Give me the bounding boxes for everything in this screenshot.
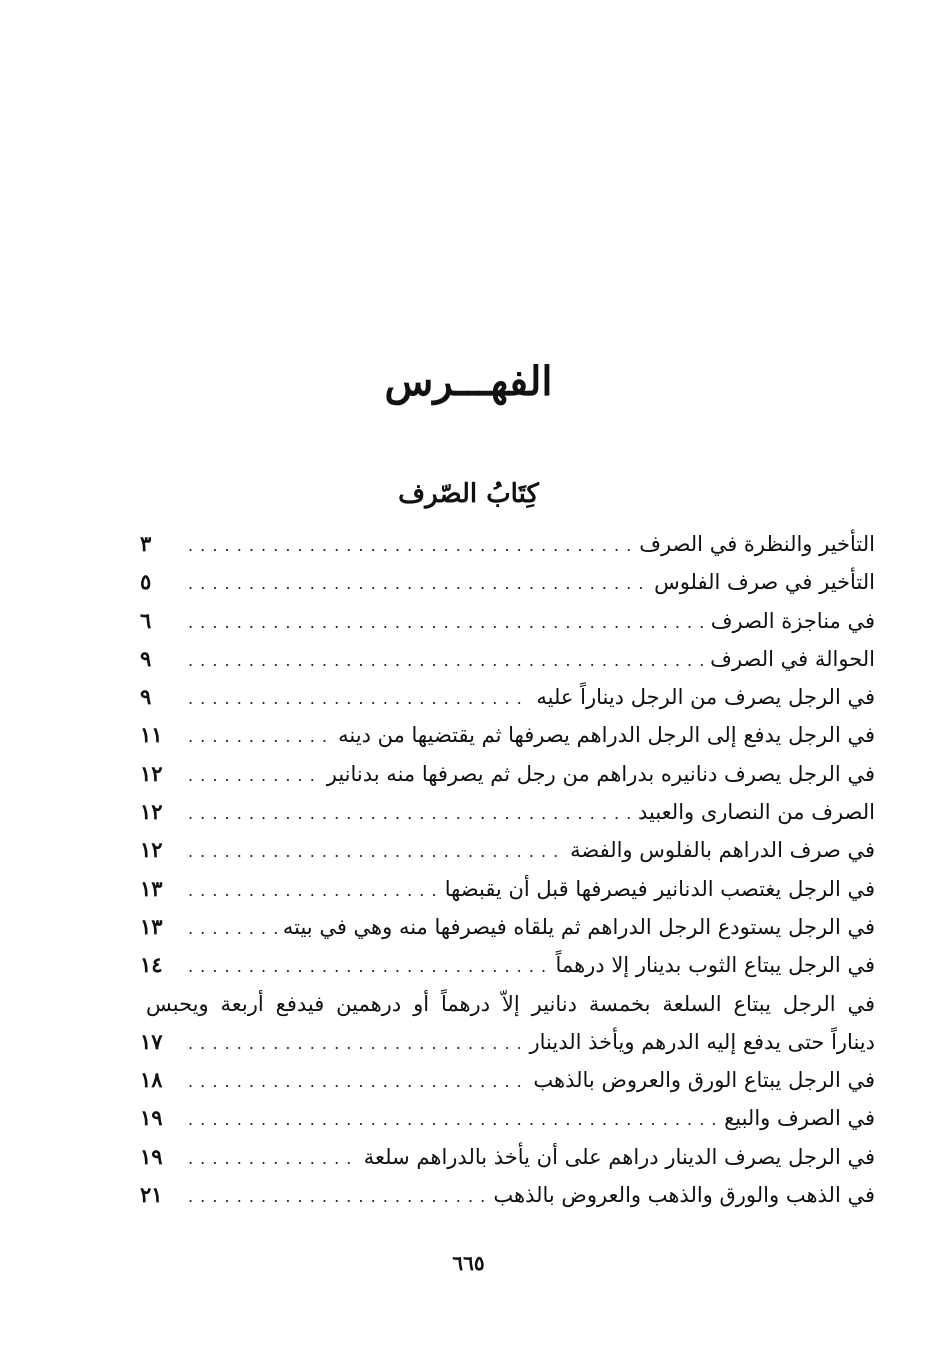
toc-entry-page: ١٩: [140, 1105, 163, 1131]
dot-leader: [188, 1178, 487, 1216]
toc-entry-title: في مناجزة الصرف: [710, 608, 875, 633]
toc-entry-title: في الرجل يصرف من الرجل ديناراً عليه: [536, 685, 875, 710]
toc-entry-page: ١٢: [140, 799, 163, 825]
toc-entry: [140, 678, 875, 716]
toc-entry-title: الصرف من النصارى والعبيد: [637, 800, 875, 825]
toc-entry-title: التأخير والنظرة في الصرف: [639, 532, 875, 556]
toc-entry-page: ١٢: [140, 760, 163, 786]
dot-leader: [188, 527, 633, 565]
toc-entry-page: ٩: [140, 645, 152, 671]
toc-entry: [140, 946, 875, 984]
toc-entry-page: ١٤: [140, 952, 163, 978]
toc-entry: [140, 716, 875, 754]
toc-entry: [140, 1176, 875, 1214]
dot-leader: [188, 604, 705, 642]
toc-entry-title: في الرجل يبتاع الثوب بدينار إلا درهماً: [555, 953, 875, 978]
dot-leader: [188, 1101, 718, 1139]
toc-entry-page: ٩: [140, 684, 152, 710]
toc-entry: [140, 1138, 875, 1176]
toc-entry-page: ١٩: [140, 1143, 163, 1169]
toc-entry-page: ١٧: [140, 1028, 163, 1054]
toc-entry-page: ١٣: [140, 913, 163, 939]
page-number: ٦٦٥: [452, 1251, 485, 1275]
toc-entry-title: في الرجل يغتصب الدنانير فيصرفها قبل أن يقبضها: [444, 876, 875, 901]
section-title: كِتَابُ الصّرف: [398, 479, 539, 509]
toc-entry: [140, 1061, 875, 1099]
toc-entry: [140, 755, 875, 793]
toc-entry-multiline-start: [140, 985, 875, 1023]
toc-entry-title: في صرف الدراهم بالفلوس والفضة: [570, 838, 875, 863]
dot-leader: [188, 872, 439, 910]
toc-entry-title: في الذهب والورق والذهب والعروض بالذهب: [493, 1183, 875, 1208]
toc-entry: [140, 525, 875, 563]
dot-leader: [188, 1063, 527, 1101]
toc-entry-page: ٢١: [140, 1182, 163, 1208]
toc-entry-page: ١٢: [140, 837, 163, 863]
dot-leader: [188, 565, 648, 603]
toc-entry-page: ١٣: [140, 875, 163, 901]
toc-entry-title: في الرجل يصرف دنانيره بدراهم من رجل ثم يصرفها منه بدنانير: [326, 761, 875, 786]
toc-entry: [140, 602, 875, 640]
toc-entry: [140, 640, 875, 678]
dot-leader: [188, 910, 277, 948]
toc-entry-title: في الصرف والبيع: [724, 1106, 875, 1131]
toc-entry: [140, 793, 875, 831]
dot-leader: [188, 680, 530, 718]
toc-entry-title: في الرجل يدفع إلى الرجل الدراهم يصرفها ثم يقتضيها من دينه: [338, 723, 875, 748]
toc-entry-page: ١٨: [140, 1067, 163, 1093]
dot-leader: [188, 1025, 523, 1063]
toc-entry: [140, 908, 875, 946]
toc-entry-title: الحوالة في الصرف: [710, 646, 875, 671]
toc-entry: [140, 563, 875, 601]
toc-entry-title: في الرجل يصرف الدينار دراهم على أن يأخذ بالدراهم سلعة: [363, 1144, 875, 1169]
toc-entry-page: ٣: [140, 531, 152, 556]
dot-leader: [188, 757, 321, 795]
dot-leader: [188, 795, 632, 833]
toc-entry-title: في الرجل يستودع الرجل الدراهم ثم يلقاه فيصرفها منه وهي في بيته: [282, 914, 875, 939]
toc-entry-title: في الرجل يبتاع السلعة بخمسة دنانير إلاّ درهماً أو درهمين فيدفع أربعة ويحبس: [146, 991, 875, 1016]
dot-leader: [188, 833, 564, 871]
toc-entry: [140, 870, 875, 908]
toc-entry: [140, 1099, 875, 1137]
dot-leader: [188, 642, 704, 680]
toc-entry-page: ٥: [140, 569, 152, 595]
toc-entry: [140, 1023, 875, 1061]
toc-entry-page: ٦: [140, 607, 152, 633]
dot-leader: [188, 948, 550, 986]
toc-entry-title: ديناراً حتى يدفع إليه الدرهم ويأخذ الدينار: [529, 1029, 875, 1054]
toc-entry: [140, 831, 875, 869]
toc-entry-title: في الرجل يبتاع الورق والعروض بالذهب: [533, 1068, 875, 1093]
dot-leader: [188, 1140, 358, 1178]
index-title: الفهـــرس: [384, 358, 553, 405]
table-of-contents: [140, 525, 875, 1214]
toc-entry-page: ١١: [140, 722, 163, 748]
dot-leader: [188, 718, 332, 756]
toc-entry-title: التأخير في صرف الفلوس: [654, 570, 875, 595]
